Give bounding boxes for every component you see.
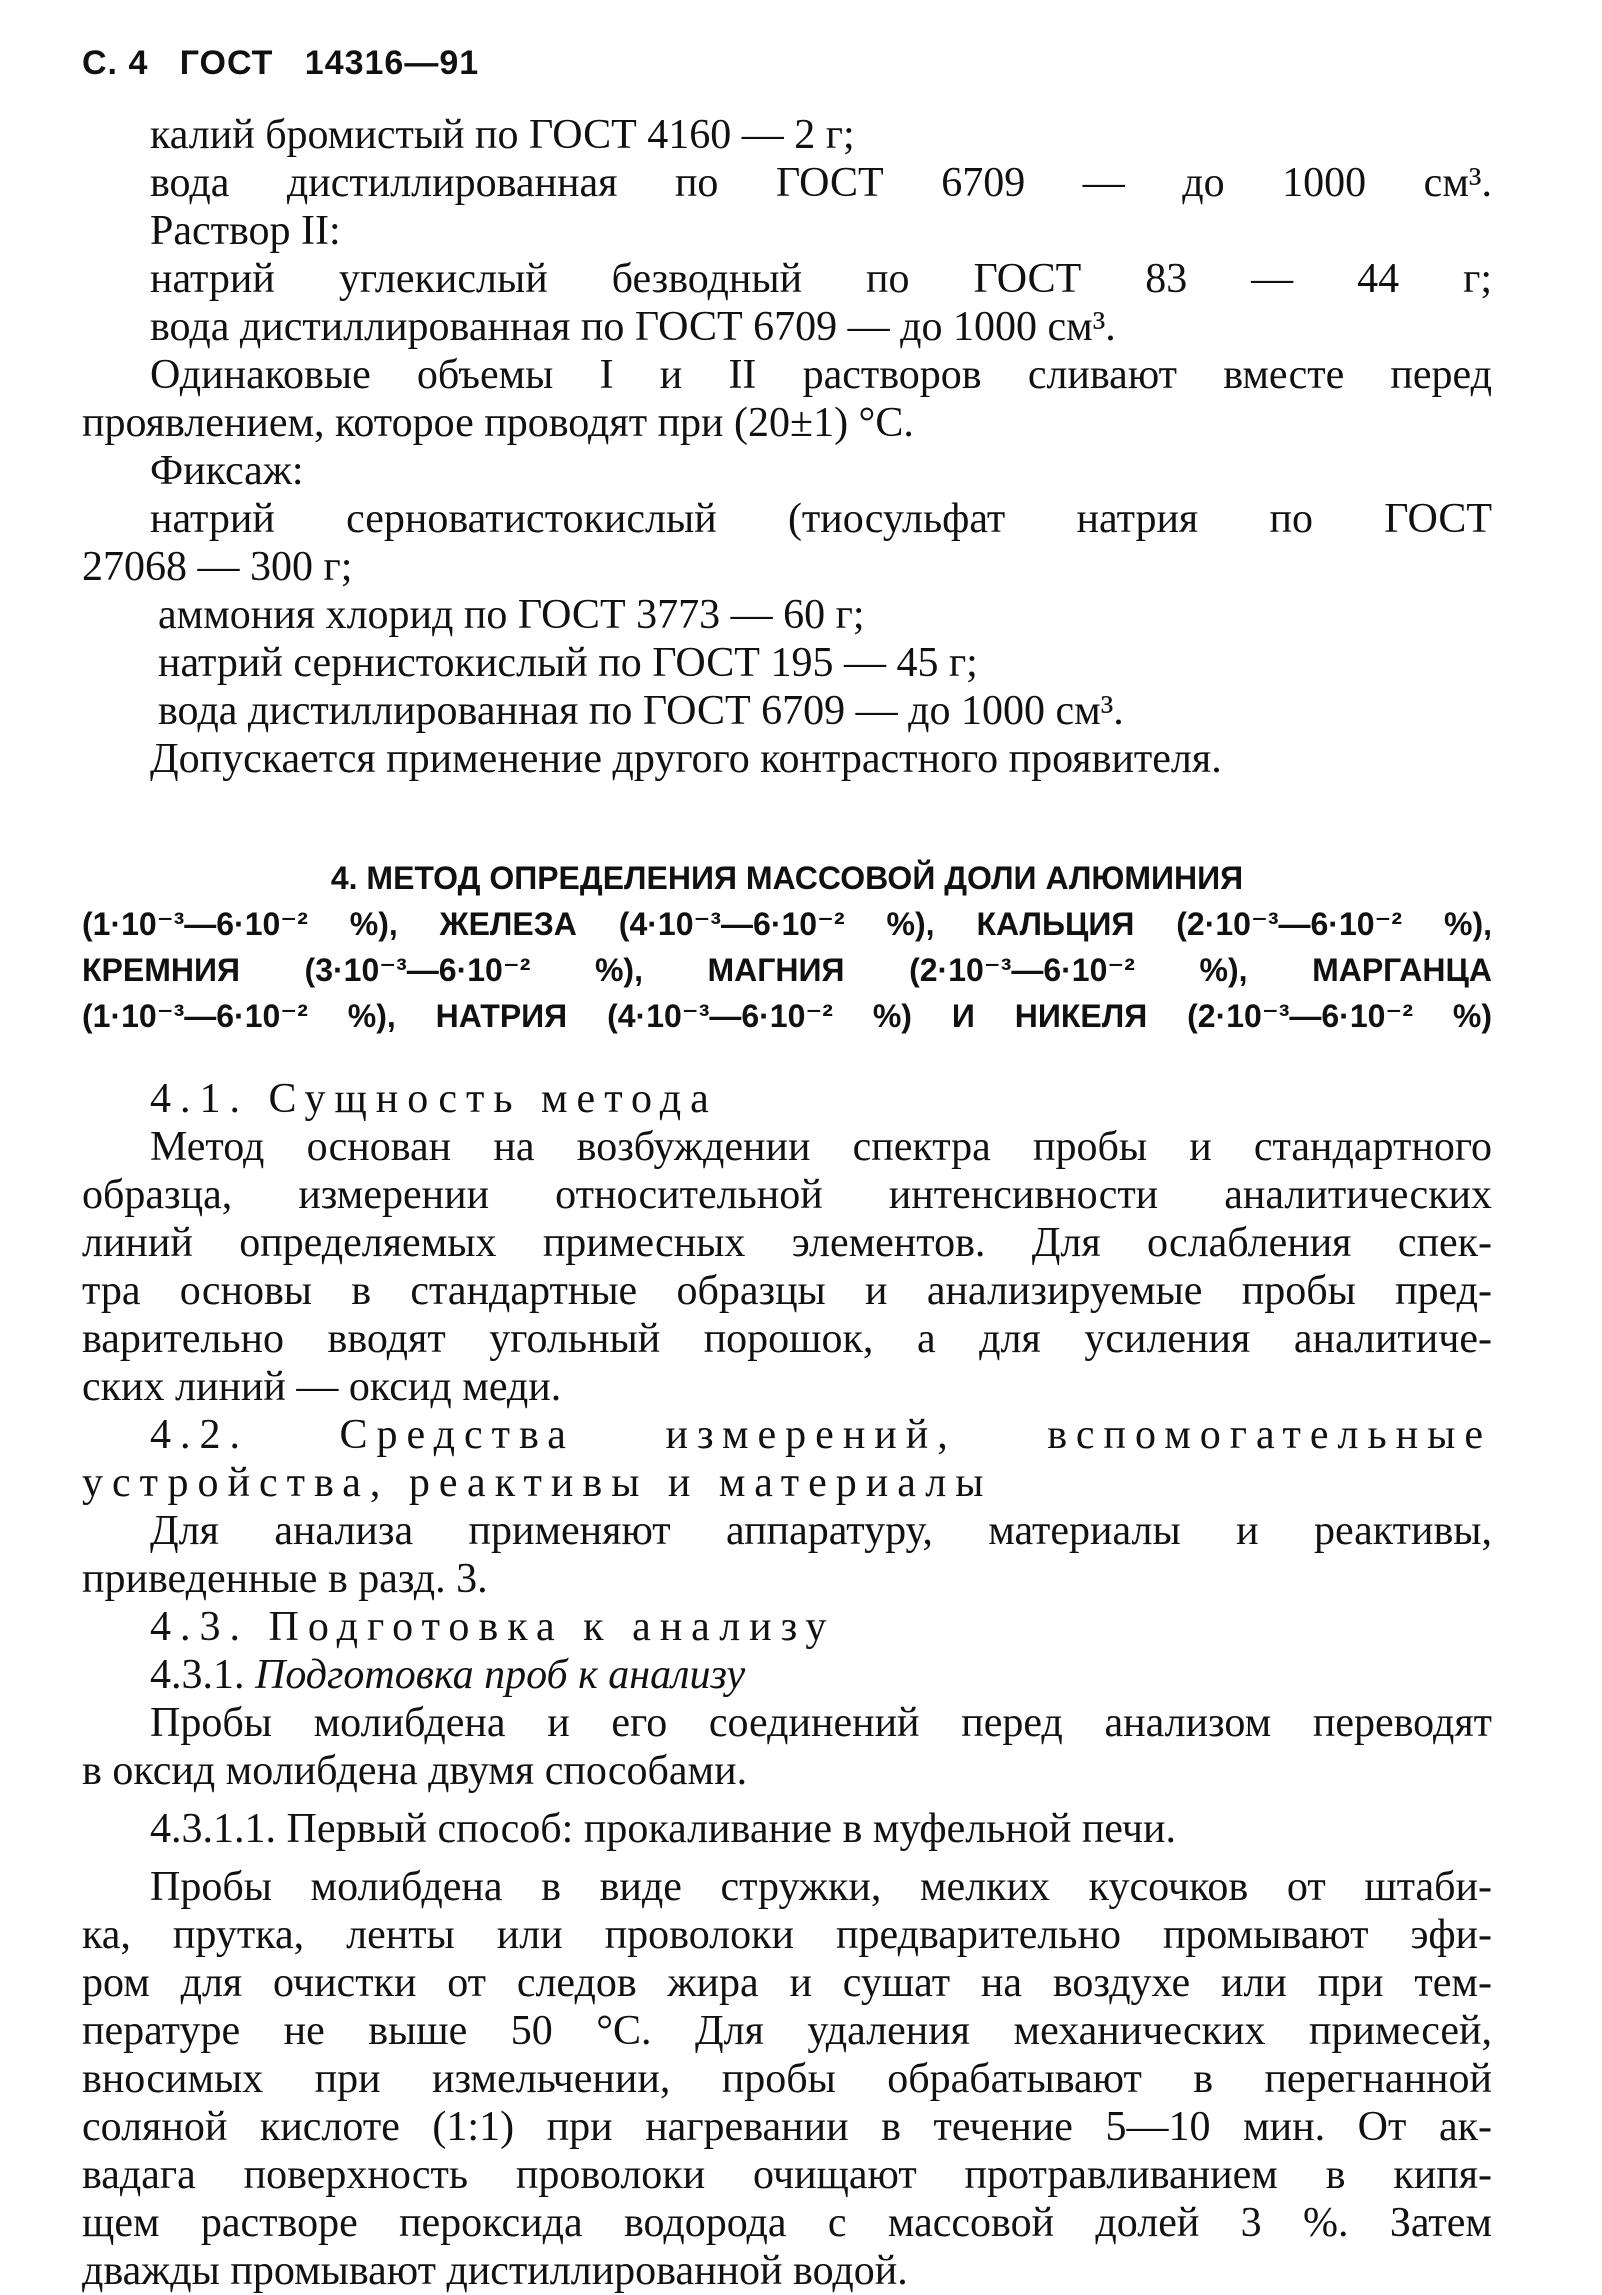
text-line: тра основы в стандартные образцы и анализируемые пробы пред- xyxy=(82,1268,1492,1314)
text-line: приведенные в разд. 3. xyxy=(82,1556,488,1602)
section-heading-line: (1·10⁻³—6·10⁻² %), ЖЕЛЕЗА (4·10⁻³—6·10⁻² %), КАЛЬЦИЯ (2·10⁻³—6·10⁻² %), xyxy=(82,906,1492,942)
text-line: Пробы молибдена и его соединений перед анализом переводят xyxy=(150,1700,1492,1746)
subsection-title: 4.3. Подготовка к анализу xyxy=(150,1604,836,1650)
text-line: вносимых при измельчении, пробы обрабатывают в перегнанной xyxy=(82,2056,1492,2102)
subsubsection-title-text: Подготовка проб к анализу xyxy=(255,1652,746,1698)
text-line: аммония хлорид по ГОСТ 3773 — 60 г; xyxy=(158,592,865,638)
text-line: в оксид молибдена двумя способами. xyxy=(82,1748,748,1794)
page-header: С. 4 ГОСТ 14316—91 xyxy=(82,44,480,82)
text-line: вода дистиллированная по ГОСТ 6709 — до 1000 см³. xyxy=(150,160,1492,206)
subsection-title: устройства, реактивы и материалы xyxy=(82,1460,993,1506)
text-line: Для анализа применяют аппаратуру, материалы и реактивы, xyxy=(150,1508,1492,1554)
subsection-title: 4.2. Средства измерений, вспомогательные xyxy=(150,1412,1492,1458)
text-line: натрий серноватистокислый (тиосульфат натрия по ГОСТ xyxy=(150,496,1492,542)
text-line: Фиксаж: xyxy=(150,448,304,494)
text-line: Одинаковые объемы I и II растворов сливают вместе перед xyxy=(150,352,1492,398)
text-line: Раствор II: xyxy=(150,208,341,254)
text-line: 27068 — 300 г; xyxy=(82,544,353,590)
section-heading xyxy=(82,855,1492,1039)
section-heading-line: (1·10⁻³—6·10⁻² %), НАТРИЯ (4·10⁻³—6·10⁻² %) И НИКЕЛЯ (2·10⁻³—6·10⁻² %) xyxy=(82,998,1492,1034)
subsubsection-number: 4.3.1. xyxy=(150,1652,245,1698)
subsection-title: 4.1. Сущность метода xyxy=(150,1076,718,1122)
text-line: ка, прутка, ленты или проволоки предварительно промывают эфи- xyxy=(82,1912,1492,1958)
text-line: щем растворе пероксида водорода с массовой долей 3 %. Затем xyxy=(82,2200,1492,2246)
text-line: варительно вводят угольный порошок, а для усиления аналитиче- xyxy=(82,1316,1492,1362)
text-line: ских линий — оксид меди. xyxy=(82,1364,562,1410)
text-line: натрий углекислый безводный по ГОСТ 83 — 44 г; xyxy=(150,256,1492,302)
text-line: Допускается применение другого контрастного проявителя. xyxy=(150,736,1222,782)
text-line: образца, измерении относительной интенсивности аналитических xyxy=(82,1172,1492,1218)
text-line: вода дистиллированная по ГОСТ 6709 — до 1000 см³. xyxy=(150,304,1116,350)
text-line: Пробы молибдена в виде стружки, мелких кусочков от штаби- xyxy=(150,1864,1492,1910)
text-line: дважды промывают дистиллированной водой. xyxy=(82,2248,908,2294)
text-line: соляной кислоте (1:1) при нагревании в течение 5—10 мин. От ак- xyxy=(82,2104,1492,2150)
section-heading-line: КРЕМНИЯ (3·10⁻³—6·10⁻² %), МАГНИЯ (2·10⁻³—6·10⁻² %), МАРГАНЦА xyxy=(82,952,1492,988)
text-line: 4.3.1.1. Первый способ: прокаливание в муфельной печи. xyxy=(150,1806,1177,1852)
text-line: ром для очистки от следов жира и сушат на воздухе или при тем- xyxy=(82,1960,1492,2006)
text-line: проявлением, которое проводят при (20±1) °С. xyxy=(82,400,914,446)
text-line: вода дистиллированная по ГОСТ 6709 — до 1000 см³. xyxy=(158,688,1124,734)
text-line: Метод основан на возбуждении спектра пробы и стандартного xyxy=(150,1124,1492,1170)
text-line: вадага поверхность проволоки очищают протравливанием в кипя- xyxy=(82,2152,1492,2198)
text-line: калий бромистый по ГОСТ 4160 — 2 г; xyxy=(150,112,855,158)
section-heading-line: 4. МЕТОД ОПРЕДЕЛЕНИЯ МАССОВОЙ ДОЛИ АЛЮМИНИЯ xyxy=(330,860,1244,896)
text-line: линий определяемых примесных элементов. Для ослабления спек- xyxy=(82,1220,1492,1266)
text-line: натрий сернистокислый по ГОСТ 195 — 45 г; xyxy=(158,640,978,686)
subsubsection-title xyxy=(82,1651,1492,1699)
text-line: пературе не выше 50 °С. Для удаления механических примесей, xyxy=(82,2008,1492,2054)
